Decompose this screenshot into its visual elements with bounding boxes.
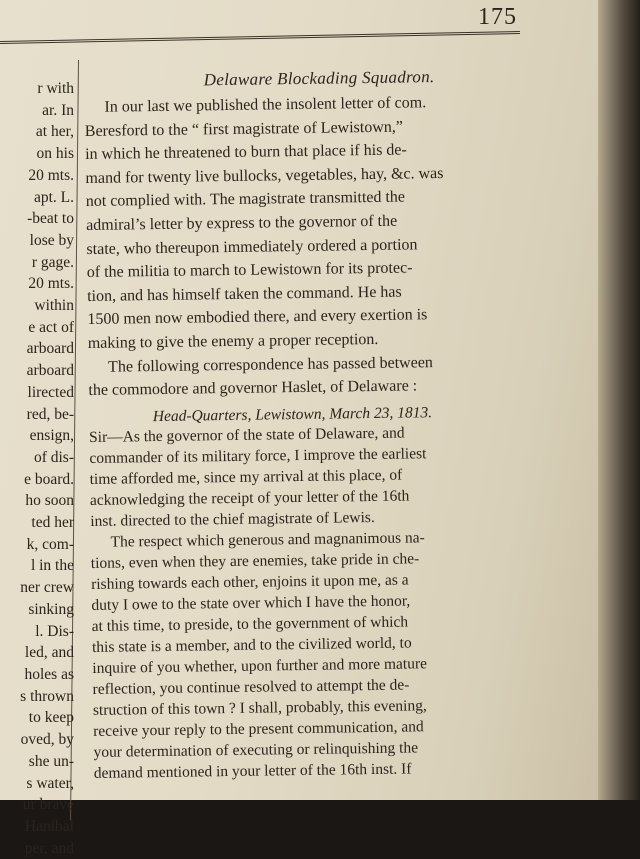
text-line: at her, [35,123,74,141]
text-line: demand mentioned in your letter of the 16th inst. If [93,760,412,782]
letter-dateline: Head-Quarters, Lewistown, March 23, 1813. [152,403,433,425]
text-line: r with [37,80,74,97]
text-line: time afforded me, since my arrival at this place, of [89,466,403,488]
text-line: she un- [28,752,74,770]
text-line: The following correspondence has passed between [107,353,433,376]
text-line: lose by [29,231,74,249]
text-line: the commodore and governor Haslet, of Delaware : [88,377,418,400]
text-line: Hanibal [24,817,74,835]
text-line: red, be- [26,405,74,423]
text-line: arboard [26,362,74,380]
text-line: of dis- [33,448,74,466]
text-line: ur brave [22,796,74,814]
text-line: rishing towards each other, enjoins it upon me, as a [91,571,409,593]
text-line: The respect which generous and magnanimous na- [110,529,425,551]
text-line: led, and [24,644,74,662]
text-line: reflection, you continue resolved to attempt the de- [92,676,410,698]
text-line: your determination of executing or relinquishing the [93,739,419,761]
text-line: sinking [28,600,74,618]
text-line: admiral’s letter by express to the governor of the [86,212,398,234]
text-line: e board. [24,470,74,488]
text-line: 20 mts. [28,166,74,184]
article-letter-body [89,420,564,784]
text-line: within [34,297,74,315]
text-line: duty I owe to the state over which I have the honor, [91,592,411,614]
article-title: Delaware Blockading Squadron. [203,67,435,90]
text-line: this state is a member, and to the civilized world, to [91,634,412,656]
text-line: on his [36,145,74,163]
text-line: inst. directed to the chief magistrate of Lewis. [90,508,375,530]
text-line: -beat to [27,210,74,228]
header-rule [0,31,520,44]
text-line: tion, and has himself taken the command. He has [87,283,402,305]
text-line: k, com- [26,535,74,553]
text-line: lirected [27,383,74,401]
text-line: l in the [30,557,74,575]
text-line: 1500 men now embodied there, and every exertion is [87,306,428,329]
text-line: apt. L. [33,188,74,206]
text-line: in which he threatened to burn that place if his de- [85,141,407,164]
page-edge-shadow [598,0,640,800]
text-line: ar. In [42,101,74,119]
article-paragraph-1 [84,89,558,402]
text-line: of the militia to march to Lewistown for its protec- [86,259,413,282]
text-line: not complied with. The magistrate transmitted the [85,188,406,211]
article [84,65,564,783]
text-line: acknowledging the receipt of your letter of the 16th [89,487,410,509]
text-line: oved, by [20,731,74,749]
text-line: per, and [24,839,74,857]
text-line: arboard [26,340,74,358]
text-line: In our last we published the insolent letter of com. [104,94,427,116]
text-line: Sir—As the governor of the state of Delaware, and [88,424,405,446]
text-line: mand for twenty live bullocks, vegetables, hay, &c. was [85,164,444,187]
page-number: 175 [478,4,517,30]
text-line: receive your reply to the present communication, and [93,718,424,740]
text-line: 20 mts. [28,275,74,293]
text-line: ensign, [29,427,74,445]
left-column-fragment [0,78,74,859]
text-line: struction of this town ? I shall, probably, this evening, [92,696,427,719]
text-line: holes as [24,665,74,683]
text-line: to keep [28,709,74,727]
text-line: ner crew [20,579,74,597]
text-line: Beresford to the “ first magistrate of Lewistown,” [84,118,404,140]
text-line: s water, [26,774,74,792]
text-line: r gage. [31,253,74,271]
text-line: l. Dis- [35,622,74,640]
text-line: state, who thereupon immediately ordered a portion [86,235,418,258]
text-line: s thrown [20,687,74,705]
text-line: at this time, to preside, to the government of which [91,613,409,635]
text-line: inquire of you whether, upon further and more mature [92,654,428,677]
text-line: ho soon [25,492,74,510]
text-line: e act of [28,318,74,336]
text-line: ted her [31,514,74,532]
text-line: commander of its military force, I improve the earliest [89,444,427,467]
text-line: tions, even when they are enemies, take pride in che- [90,550,420,572]
text-line: making to give the enemy a proper reception. [87,330,379,352]
